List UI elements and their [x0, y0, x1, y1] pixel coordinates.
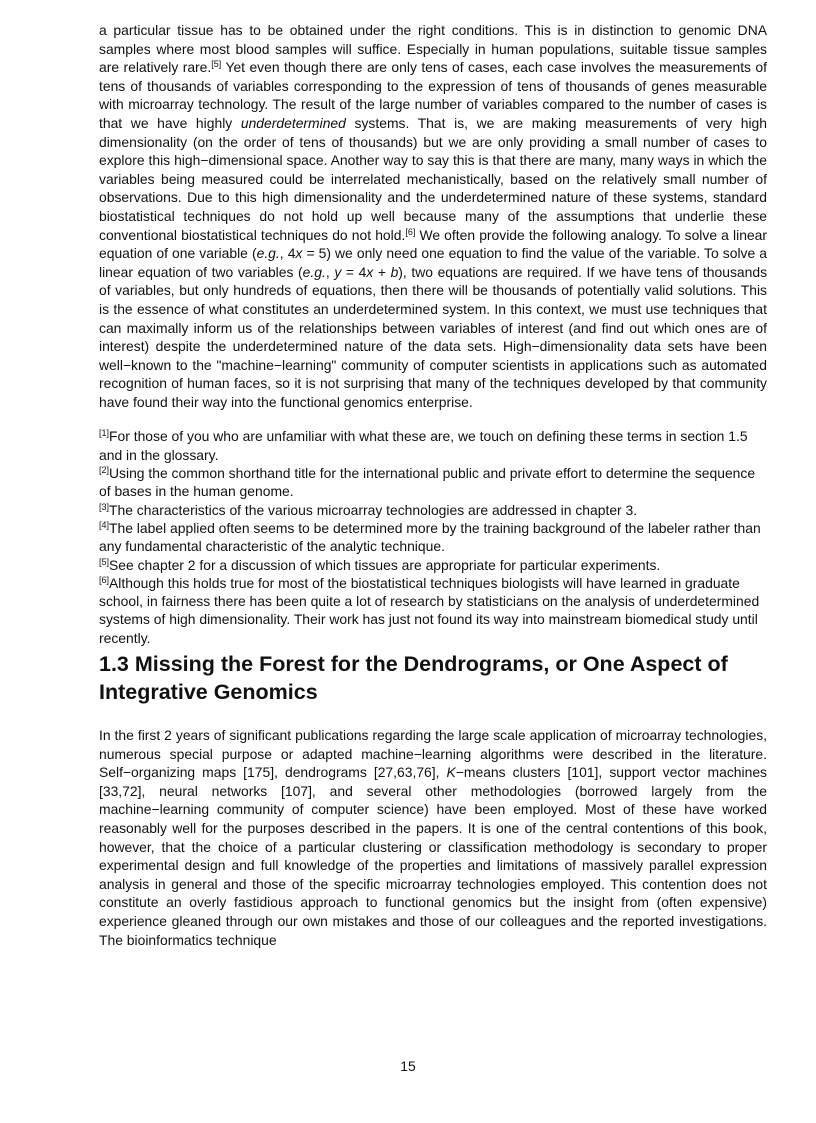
paragraph-text: = 5) we only need one equation to find the value of the variable. To solve a linear equation of two variables ( — [99, 245, 768, 280]
paragraph-text: , 4 — [279, 245, 296, 262]
paragraph-text: We often provide the following analogy. To solve a linear equation of one variable ( — [99, 226, 767, 262]
document-page — [99, 21, 767, 949]
footnote-marker: [1] — [99, 428, 110, 439]
page-number: 15 — [400, 1058, 416, 1074]
footnote-marker: [2] — [99, 465, 110, 476]
body-paragraph-dendrograms — [99, 726, 767, 949]
footnote-item — [99, 519, 767, 556]
emphasis-text: underdetermined — [240, 114, 346, 131]
paragraph-text: ), two equations are required. If we have tens of thousands of variables, but only hundreds of equations, then there will be thousands of potentially valid solutions. This is the essence of what constitutes an underdetermined system. In this context, we must use techniques that can maximally inform us of the relationships between variables of interest (and find out which ones are of interest) despite the underdetermined nature of the data sets. High−dimensionality data sets have been well−known to the "machine−learning" community of computer scientists in applications such as automated recognition of human faces, so it is not surprising that many of the techniques developed by that community have found their way into the functional genomics enterprise. — [99, 263, 768, 410]
footnote-text: Using the common shorthand title for the international public and private effort to determine the sequence of bases in the human genome. — [99, 465, 756, 500]
footnote-text: See chapter 2 for a discussion of which tissues are appropriate for particular experiments. — [109, 556, 661, 573]
body-paragraph-underdetermined — [99, 21, 767, 411]
paragraph-text: Yet even though there are only tens of cases, each case involves the measurements of tens of thousands of variables corresponding to the expression of tens of thousands of genes measurable with microarray technology. The result of the large number of variables compared to the number of cases is that we have highly — [99, 59, 768, 131]
paragraph-text: −means clusters [101], support vector machines [33,72], neural networks [107], and several other methodologies (borrowed largely from the machine−learning community of computer science) have been employed. Most of these have worked reasonably well for the purposes described in the papers. It is one of the central contentions of this book, however, that the choice of a particular clustering or classification methodology is secondary to proper experimental design and full knowledge of the properties and limitations of massively parallel expression analysis in general and those of the specific microarray technologies employed. This contention does not constitute an overly fastidious approach to functional genomics but the insight from (often expensive) experience gleaned through our own mistakes and those of our colleagues and the reported investigations. The bioinformatics technique — [99, 764, 767, 948]
emphasis-text: e.g. — [256, 245, 280, 262]
footnote-reference[interactable]: [6] — [405, 226, 416, 237]
footnote-text: Although this holds true for most of the biostatistical techniques biologists will have learned in graduate school, in fairness there has been quite a lot of research by statisticians on the analysis of underdetermined systems of high dimensionality. Their work has just not found its way into mainstream biomedical study until recently. — [99, 574, 760, 646]
math-variable: b — [390, 263, 399, 280]
math-variable: y — [334, 263, 342, 280]
footnote-text: The label applied often seems to be determined more by the training background of the labeler rather than any fundamental characteristic of the analytic technique. — [99, 519, 761, 555]
paragraph-text: , — [325, 263, 335, 280]
paragraph-text: In the first 2 years of significant publications regarding the large scale application of microarray technologies, numerous special purpose or adapted machine−learning algorithms were described in the literature. Self−organizing maps [175], dendrograms [27,63,76], — [99, 727, 767, 781]
paragraph-text: + — [373, 263, 391, 280]
section-heading: 1.3 Missing the Forest for the Dendrograms, or One Aspect of Integrative Genomics — [99, 652, 728, 705]
footnote-item — [99, 464, 767, 501]
footnote-marker: [6] — [99, 574, 110, 585]
paragraph-text: a particular tissue has to be obtained under the right conditions. This is in distinction to genomic DNA samples where most blood samples will suffice. Especially in human populations, suitable tissue samples are relatively rare. — [99, 22, 767, 76]
footnote-reference[interactable]: [5] — [211, 59, 222, 70]
heading-spacer — [99, 706, 767, 726]
paragraph-text: = 4 — [341, 263, 367, 280]
math-variable: x — [366, 263, 374, 280]
footnote-marker: [5] — [99, 556, 110, 567]
footnote-text: For those of you who are unfamiliar with what these are, we touch on defining these terms in section 1.5 and in the glossary. — [99, 428, 748, 463]
footnote-text: The characteristics of the various microarray technologies are addressed in chapter 3. — [109, 501, 638, 518]
footnote-marker: [4] — [99, 519, 110, 530]
math-variable: x — [295, 245, 303, 262]
footnote-item — [99, 574, 767, 647]
emphasis-text: e.g. — [302, 263, 326, 280]
paragraph-text: systems. That is, we are making measurements of very high dimensionality (on the order of tens of thousands) but we are only providing a small number of cases to explore this high−dimensional space. Another way to say this is that there are many, many ways in which the variables being measured could be interrelated mechanistically, based on the relatively small number of observations. Due to this high dimensionality and the underdetermined nature of these systems, standard biostatistical techniques do not hold up well because many of the assumptions that underlie these conventional biostatistical techniques do not hold. — [99, 114, 767, 243]
math-variable: K — [446, 764, 456, 781]
footnote-item — [99, 556, 767, 574]
footnote-item — [99, 427, 767, 464]
footnote-marker: [3] — [99, 501, 110, 512]
footnote-item — [99, 501, 767, 519]
footnotes-list — [99, 427, 767, 647]
